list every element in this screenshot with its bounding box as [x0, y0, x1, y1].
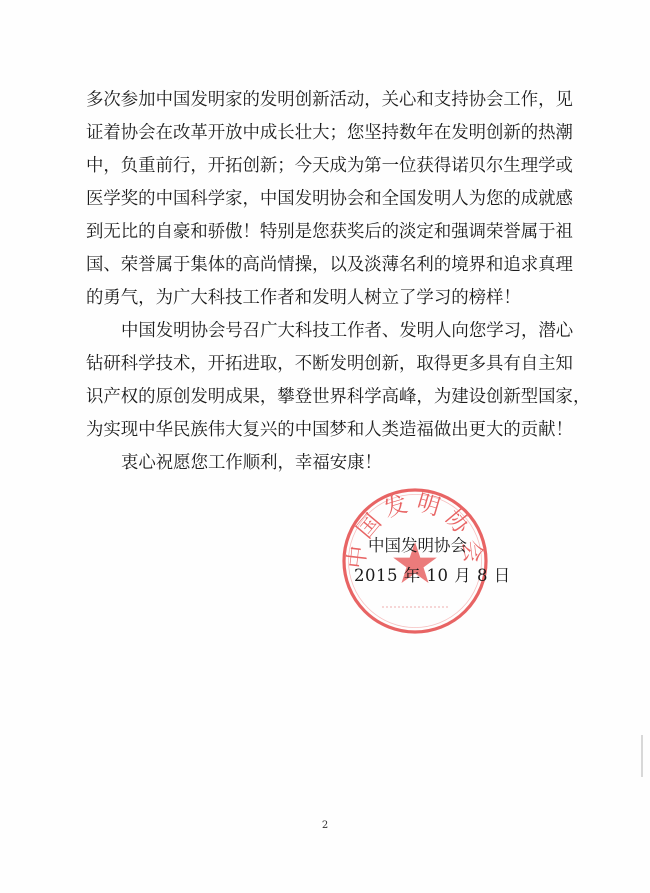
closing-line: 衷心祝愿您工作顺利，幸福安康！ [121, 453, 382, 473]
signature-block [354, 531, 511, 591]
text-line: 国、荣誉属于集体的高尚情操，以及淡薄名利的境界和追求真理 [86, 255, 573, 275]
seal-text: 中国发明协会 [343, 489, 487, 571]
text-line: 到无比的自豪和骄傲！特别是您获奖后的淡定和强调荣誉属于祖 [86, 222, 573, 242]
signature-organization: 中国发明协会 [368, 536, 467, 555]
scan-edge-mark [641, 735, 643, 777]
text-line: 证着协会在改革开放中成长壮大；您坚持数年在发明创新的热潮 [86, 123, 573, 143]
text-line: 医学奖的中国科学家，中国发明协会和全国发明人为您的成就感 [86, 189, 573, 209]
text-line: 多次参加中国发明家的发明创新活动，关心和支持协会工作，见 [86, 90, 573, 110]
text-line: 中国发明协会号召广大科技工作者、发明人向您学习，潜心 [121, 321, 574, 341]
text-line: 的勇气，为广大科技工作者和发明人树立了学习的榜样！ [86, 288, 521, 308]
text-line: 为实现中华民族伟大复兴的中国梦和人类造福做出更大的贡献！ [86, 420, 573, 440]
page-number: 2 [321, 820, 329, 831]
text-line: 钻研科学技术，开拓进取，不断发明创新，取得更多具有自主知 [86, 354, 573, 374]
signature-date: 2015 年 10 月 8 日 [354, 566, 511, 585]
text-line: 中，负重前行，开拓创新；今天成为第一位获得诺贝尔生理学或 [86, 156, 573, 176]
letter-body [86, 84, 591, 480]
text-line: 识产权的原创发明成果，攀登世界科学高峰，为建设创新型国家， [86, 387, 591, 407]
